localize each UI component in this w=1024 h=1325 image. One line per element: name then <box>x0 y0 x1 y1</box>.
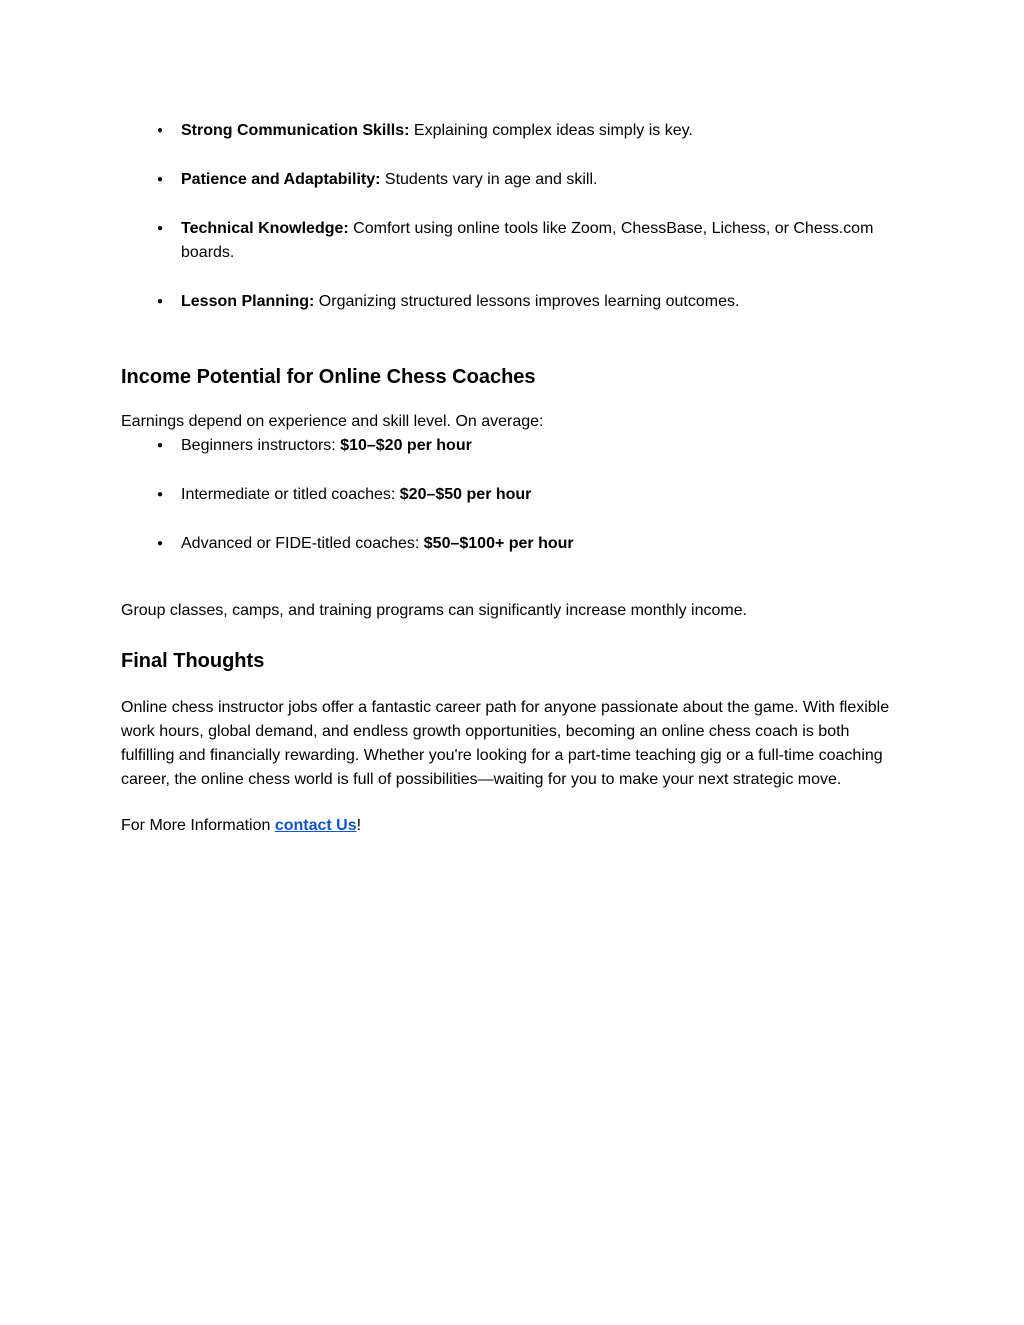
list-item-label: Strong Communication Skills: <box>181 122 410 139</box>
list-item-text: Students vary in age and skill. <box>380 171 598 188</box>
list-item-text: Comfort using online tools like Zoom, ChessBase, Lichess, or Chess.com boards. <box>181 220 874 261</box>
list-item <box>121 119 903 143</box>
contact-line <box>121 814 903 838</box>
list-item <box>121 217 903 265</box>
list-item-rate: $20–$50 per hour <box>399 486 532 503</box>
list-item <box>121 434 903 458</box>
list-item-text: Advanced or FIDE-titled coaches: <box>181 535 424 552</box>
contact-us-link[interactable]: contact Us <box>274 817 357 834</box>
list-item-text: Organizing structured lessons improves learning outcomes. <box>314 293 740 310</box>
skills-list <box>121 119 903 314</box>
list-item-text: Beginners instructors: <box>181 437 341 454</box>
list-item <box>121 290 903 314</box>
income-list <box>121 434 903 556</box>
list-item-rate: $50–$100+ per hour <box>423 535 574 552</box>
list-item-text: Intermediate or titled coaches: <box>181 486 400 503</box>
income-note-paragraph: Group classes, camps, and training programs can significantly increase monthly income. <box>121 602 748 619</box>
list-item-rate: $10–$20 per hour <box>340 437 472 454</box>
section-heading-final: Final Thoughts <box>121 650 265 672</box>
list-item-label: Patience and Adaptability: <box>181 171 381 188</box>
income-intro-paragraph: Earnings depend on experience and skill level. On average: <box>121 413 544 430</box>
final-thoughts-paragraph: Online chess instructor jobs offer a fantastic career path for anyone passionate about the game. With flexible work hours, global demand, and endless growth opportunities, becoming an online chess coach is both fulfilling and financially rewarding. Whether you're looking for a part-time teaching gig or a full-time coaching career, the online chess world is full of possibilities—waiting for you to make your next strategic move. <box>121 699 890 788</box>
contact-suffix-text: ! <box>356 817 362 834</box>
section-heading-income: Income Potential for Online Chess Coaches <box>121 366 536 388</box>
list-item <box>121 532 903 556</box>
list-item-label: Technical Knowledge: <box>181 220 349 237</box>
contact-prefix-text: For More Information <box>121 817 275 834</box>
list-item-label: Lesson Planning: <box>181 293 315 310</box>
list-item <box>121 168 903 192</box>
list-item-text: Explaining complex ideas simply is key. <box>409 122 693 139</box>
list-item <box>121 483 903 507</box>
